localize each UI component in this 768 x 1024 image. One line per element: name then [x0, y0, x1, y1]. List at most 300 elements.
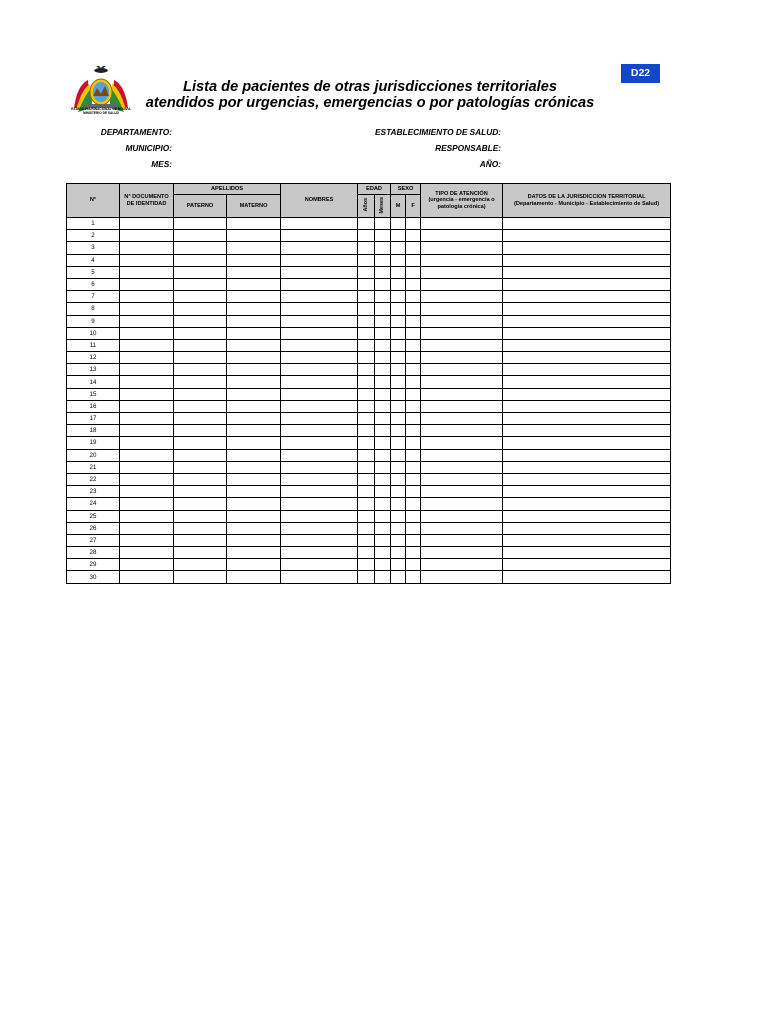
table-cell[interactable]: [421, 534, 503, 546]
table-cell[interactable]: [174, 461, 227, 473]
table-cell[interactable]: [281, 498, 358, 510]
table-cell[interactable]: [174, 339, 227, 351]
table-cell[interactable]: [391, 254, 406, 266]
table-cell[interactable]: [227, 315, 281, 327]
table-cell[interactable]: [391, 278, 406, 290]
table-cell[interactable]: [358, 547, 375, 559]
table-cell[interactable]: [375, 461, 391, 473]
table-cell[interactable]: [421, 449, 503, 461]
table-cell[interactable]: [421, 327, 503, 339]
table-cell[interactable]: [421, 547, 503, 559]
table-cell[interactable]: [406, 352, 421, 364]
table-cell[interactable]: [391, 498, 406, 510]
table-cell[interactable]: [375, 498, 391, 510]
table-cell[interactable]: [421, 376, 503, 388]
table-cell[interactable]: [281, 449, 358, 461]
table-cell[interactable]: [375, 278, 391, 290]
table-cell[interactable]: [503, 315, 671, 327]
table-cell[interactable]: [281, 352, 358, 364]
table-cell[interactable]: [421, 339, 503, 351]
table-cell[interactable]: [358, 571, 375, 583]
table-cell[interactable]: [281, 534, 358, 546]
table-cell[interactable]: [391, 364, 406, 376]
table-cell[interactable]: [227, 413, 281, 425]
table-cell[interactable]: [421, 437, 503, 449]
table-cell[interactable]: [503, 547, 671, 559]
table-cell[interactable]: [174, 413, 227, 425]
table-cell[interactable]: [421, 218, 503, 230]
table-cell[interactable]: [406, 315, 421, 327]
table-cell[interactable]: [358, 339, 375, 351]
table-cell[interactable]: [503, 242, 671, 254]
table-cell[interactable]: [120, 376, 174, 388]
table-cell[interactable]: [358, 413, 375, 425]
table-cell[interactable]: [120, 291, 174, 303]
table-cell[interactable]: [227, 547, 281, 559]
table-cell[interactable]: [227, 461, 281, 473]
table-cell[interactable]: [406, 266, 421, 278]
table-cell[interactable]: [391, 388, 406, 400]
table-cell[interactable]: [503, 498, 671, 510]
table-cell[interactable]: [375, 534, 391, 546]
table-cell[interactable]: [227, 327, 281, 339]
table-cell[interactable]: [281, 461, 358, 473]
table-cell[interactable]: [421, 498, 503, 510]
table-cell[interactable]: [227, 266, 281, 278]
table-cell[interactable]: [406, 522, 421, 534]
table-cell[interactable]: [120, 449, 174, 461]
table-cell[interactable]: [406, 339, 421, 351]
table-cell[interactable]: [503, 534, 671, 546]
table-cell[interactable]: [227, 437, 281, 449]
table-cell[interactable]: [406, 400, 421, 412]
table-cell[interactable]: [503, 473, 671, 485]
table-cell[interactable]: [391, 376, 406, 388]
table-cell[interactable]: [174, 559, 227, 571]
table-cell[interactable]: [375, 547, 391, 559]
table-cell[interactable]: [375, 242, 391, 254]
table-cell[interactable]: [174, 315, 227, 327]
table-cell[interactable]: [503, 571, 671, 583]
table-cell[interactable]: [227, 230, 281, 242]
table-cell[interactable]: [375, 327, 391, 339]
table-cell[interactable]: [358, 315, 375, 327]
table-cell[interactable]: [503, 400, 671, 412]
table-cell[interactable]: [227, 522, 281, 534]
table-cell[interactable]: [375, 510, 391, 522]
table-cell[interactable]: [503, 364, 671, 376]
table-cell[interactable]: [174, 230, 227, 242]
table-cell[interactable]: [174, 278, 227, 290]
table-cell[interactable]: [358, 254, 375, 266]
table-cell[interactable]: [281, 486, 358, 498]
table-cell[interactable]: [421, 473, 503, 485]
table-cell[interactable]: [406, 498, 421, 510]
table-cell[interactable]: [281, 547, 358, 559]
table-cell[interactable]: [174, 242, 227, 254]
table-cell[interactable]: [227, 510, 281, 522]
table-cell[interactable]: [174, 498, 227, 510]
table-cell[interactable]: [391, 473, 406, 485]
table-cell[interactable]: [503, 291, 671, 303]
table-cell[interactable]: [281, 473, 358, 485]
table-cell[interactable]: [227, 449, 281, 461]
table-cell[interactable]: [120, 352, 174, 364]
table-cell[interactable]: [406, 449, 421, 461]
table-cell[interactable]: [227, 534, 281, 546]
table-cell[interactable]: [120, 242, 174, 254]
table-cell[interactable]: [281, 571, 358, 583]
table-cell[interactable]: [174, 400, 227, 412]
table-cell[interactable]: [174, 571, 227, 583]
table-cell[interactable]: [375, 522, 391, 534]
table-cell[interactable]: [174, 425, 227, 437]
table-cell[interactable]: [120, 534, 174, 546]
table-cell[interactable]: [358, 534, 375, 546]
table-cell[interactable]: [503, 425, 671, 437]
table-cell[interactable]: [358, 327, 375, 339]
table-cell[interactable]: [375, 400, 391, 412]
table-cell[interactable]: [358, 559, 375, 571]
table-cell[interactable]: [120, 315, 174, 327]
table-cell[interactable]: [281, 254, 358, 266]
table-cell[interactable]: [391, 400, 406, 412]
table-cell[interactable]: [281, 278, 358, 290]
table-cell[interactable]: [391, 522, 406, 534]
table-cell[interactable]: [391, 461, 406, 473]
table-cell[interactable]: [120, 510, 174, 522]
table-cell[interactable]: [227, 498, 281, 510]
table-cell[interactable]: [391, 218, 406, 230]
table-cell[interactable]: [406, 413, 421, 425]
table-cell[interactable]: [503, 522, 671, 534]
table-cell[interactable]: [358, 461, 375, 473]
table-cell[interactable]: [120, 571, 174, 583]
table-cell[interactable]: [174, 388, 227, 400]
table-cell[interactable]: [281, 339, 358, 351]
table-cell[interactable]: [421, 291, 503, 303]
table-cell[interactable]: [120, 339, 174, 351]
table-cell[interactable]: [227, 400, 281, 412]
table-cell[interactable]: [421, 388, 503, 400]
table-cell[interactable]: [406, 547, 421, 559]
table-cell[interactable]: [358, 498, 375, 510]
table-cell[interactable]: [227, 486, 281, 498]
table-cell[interactable]: [391, 339, 406, 351]
table-cell[interactable]: [120, 461, 174, 473]
table-cell[interactable]: [503, 461, 671, 473]
table-cell[interactable]: [358, 486, 375, 498]
table-cell[interactable]: [421, 278, 503, 290]
table-cell[interactable]: [281, 327, 358, 339]
table-cell[interactable]: [358, 218, 375, 230]
table-cell[interactable]: [174, 376, 227, 388]
table-cell[interactable]: [421, 461, 503, 473]
table-cell[interactable]: [227, 571, 281, 583]
table-cell[interactable]: [406, 327, 421, 339]
table-cell[interactable]: [120, 413, 174, 425]
table-cell[interactable]: [391, 437, 406, 449]
table-cell[interactable]: [406, 254, 421, 266]
table-cell[interactable]: [375, 571, 391, 583]
table-cell[interactable]: [358, 303, 375, 315]
table-cell[interactable]: [358, 425, 375, 437]
table-cell[interactable]: [227, 291, 281, 303]
table-cell[interactable]: [391, 425, 406, 437]
table-cell[interactable]: [281, 315, 358, 327]
table-cell[interactable]: [281, 242, 358, 254]
table-cell[interactable]: [406, 388, 421, 400]
table-cell[interactable]: [227, 278, 281, 290]
table-cell[interactable]: [375, 352, 391, 364]
table-cell[interactable]: [120, 547, 174, 559]
table-cell[interactable]: [120, 437, 174, 449]
table-cell[interactable]: [375, 449, 391, 461]
table-cell[interactable]: [406, 218, 421, 230]
table-cell[interactable]: [174, 473, 227, 485]
table-cell[interactable]: [406, 425, 421, 437]
table-cell[interactable]: [358, 400, 375, 412]
table-cell[interactable]: [281, 364, 358, 376]
table-cell[interactable]: [375, 254, 391, 266]
table-cell[interactable]: [227, 242, 281, 254]
table-cell[interactable]: [358, 473, 375, 485]
table-cell[interactable]: [174, 449, 227, 461]
table-cell[interactable]: [406, 461, 421, 473]
table-cell[interactable]: [174, 303, 227, 315]
table-cell[interactable]: [358, 364, 375, 376]
table-cell[interactable]: [503, 449, 671, 461]
table-cell[interactable]: [227, 303, 281, 315]
table-cell[interactable]: [503, 352, 671, 364]
table-cell[interactable]: [421, 242, 503, 254]
table-cell[interactable]: [391, 352, 406, 364]
table-cell[interactable]: [406, 486, 421, 498]
table-cell[interactable]: [503, 254, 671, 266]
table-cell[interactable]: [281, 522, 358, 534]
table-cell[interactable]: [406, 376, 421, 388]
table-cell[interactable]: [227, 425, 281, 437]
table-cell[interactable]: [174, 291, 227, 303]
table-cell[interactable]: [358, 291, 375, 303]
table-cell[interactable]: [120, 388, 174, 400]
table-cell[interactable]: [391, 547, 406, 559]
table-cell[interactable]: [391, 327, 406, 339]
table-cell[interactable]: [358, 522, 375, 534]
table-cell[interactable]: [421, 315, 503, 327]
table-cell[interactable]: [503, 388, 671, 400]
table-cell[interactable]: [375, 218, 391, 230]
table-cell[interactable]: [227, 254, 281, 266]
table-cell[interactable]: [358, 352, 375, 364]
table-cell[interactable]: [503, 376, 671, 388]
table-cell[interactable]: [375, 266, 391, 278]
table-cell[interactable]: [421, 522, 503, 534]
table-cell[interactable]: [174, 522, 227, 534]
table-cell[interactable]: [358, 242, 375, 254]
table-cell[interactable]: [281, 218, 358, 230]
table-cell[interactable]: [120, 486, 174, 498]
table-cell[interactable]: [391, 266, 406, 278]
table-cell[interactable]: [375, 315, 391, 327]
table-cell[interactable]: [281, 559, 358, 571]
table-cell[interactable]: [421, 571, 503, 583]
table-cell[interactable]: [120, 425, 174, 437]
table-cell[interactable]: [174, 327, 227, 339]
table-cell[interactable]: [391, 230, 406, 242]
table-cell[interactable]: [358, 437, 375, 449]
table-cell[interactable]: [227, 559, 281, 571]
table-cell[interactable]: [421, 486, 503, 498]
table-cell[interactable]: [503, 266, 671, 278]
table-cell[interactable]: [406, 364, 421, 376]
table-cell[interactable]: [406, 534, 421, 546]
table-cell[interactable]: [503, 559, 671, 571]
table-cell[interactable]: [406, 291, 421, 303]
table-cell[interactable]: [421, 266, 503, 278]
table-cell[interactable]: [227, 364, 281, 376]
table-cell[interactable]: [406, 242, 421, 254]
table-cell[interactable]: [120, 522, 174, 534]
table-cell[interactable]: [421, 364, 503, 376]
table-cell[interactable]: [375, 413, 391, 425]
table-cell[interactable]: [120, 559, 174, 571]
table-cell[interactable]: [120, 364, 174, 376]
table-cell[interactable]: [391, 534, 406, 546]
table-cell[interactable]: [358, 376, 375, 388]
table-cell[interactable]: [174, 364, 227, 376]
table-cell[interactable]: [503, 339, 671, 351]
table-cell[interactable]: [503, 327, 671, 339]
table-cell[interactable]: [421, 230, 503, 242]
table-cell[interactable]: [406, 437, 421, 449]
table-cell[interactable]: [391, 242, 406, 254]
table-cell[interactable]: [358, 230, 375, 242]
table-cell[interactable]: [358, 278, 375, 290]
table-cell[interactable]: [503, 278, 671, 290]
table-cell[interactable]: [281, 388, 358, 400]
table-cell[interactable]: [227, 473, 281, 485]
table-cell[interactable]: [421, 303, 503, 315]
table-cell[interactable]: [281, 376, 358, 388]
table-cell[interactable]: [421, 400, 503, 412]
table-cell[interactable]: [174, 266, 227, 278]
table-cell[interactable]: [406, 473, 421, 485]
table-cell[interactable]: [375, 437, 391, 449]
table-cell[interactable]: [503, 230, 671, 242]
table-cell[interactable]: [375, 364, 391, 376]
table-cell[interactable]: [120, 254, 174, 266]
table-cell[interactable]: [375, 425, 391, 437]
table-cell[interactable]: [375, 303, 391, 315]
table-cell[interactable]: [281, 510, 358, 522]
table-cell[interactable]: [375, 486, 391, 498]
table-cell[interactable]: [421, 413, 503, 425]
table-cell[interactable]: [503, 510, 671, 522]
table-cell[interactable]: [421, 254, 503, 266]
table-cell[interactable]: [391, 486, 406, 498]
table-cell[interactable]: [391, 413, 406, 425]
table-cell[interactable]: [174, 218, 227, 230]
table-cell[interactable]: [281, 303, 358, 315]
table-cell[interactable]: [281, 291, 358, 303]
table-cell[interactable]: [391, 303, 406, 315]
table-cell[interactable]: [421, 425, 503, 437]
table-cell[interactable]: [375, 376, 391, 388]
table-cell[interactable]: [375, 473, 391, 485]
table-cell[interactable]: [281, 230, 358, 242]
table-cell[interactable]: [174, 352, 227, 364]
table-cell[interactable]: [120, 278, 174, 290]
table-cell[interactable]: [120, 498, 174, 510]
table-cell[interactable]: [358, 388, 375, 400]
table-cell[interactable]: [391, 291, 406, 303]
table-cell[interactable]: [174, 510, 227, 522]
table-cell[interactable]: [503, 413, 671, 425]
table-cell[interactable]: [120, 230, 174, 242]
table-cell[interactable]: [174, 534, 227, 546]
table-cell[interactable]: [227, 218, 281, 230]
table-cell[interactable]: [281, 266, 358, 278]
table-cell[interactable]: [281, 400, 358, 412]
table-cell[interactable]: [227, 352, 281, 364]
table-cell[interactable]: [391, 449, 406, 461]
table-cell[interactable]: [375, 230, 391, 242]
table-cell[interactable]: [421, 352, 503, 364]
table-cell[interactable]: [120, 218, 174, 230]
table-cell[interactable]: [421, 559, 503, 571]
table-cell[interactable]: [358, 266, 375, 278]
table-cell[interactable]: [358, 510, 375, 522]
table-cell[interactable]: [375, 388, 391, 400]
table-cell[interactable]: [358, 449, 375, 461]
table-cell[interactable]: [391, 315, 406, 327]
table-cell[interactable]: [375, 559, 391, 571]
table-cell[interactable]: [120, 400, 174, 412]
table-cell[interactable]: [406, 559, 421, 571]
table-cell[interactable]: [120, 266, 174, 278]
table-cell[interactable]: [391, 571, 406, 583]
table-cell[interactable]: [174, 547, 227, 559]
table-cell[interactable]: [503, 218, 671, 230]
table-cell[interactable]: [174, 254, 227, 266]
table-cell[interactable]: [281, 425, 358, 437]
table-cell[interactable]: [406, 510, 421, 522]
table-cell[interactable]: [281, 413, 358, 425]
table-cell[interactable]: [503, 437, 671, 449]
table-cell[interactable]: [227, 339, 281, 351]
table-cell[interactable]: [174, 486, 227, 498]
table-cell[interactable]: [227, 388, 281, 400]
table-cell[interactable]: [503, 486, 671, 498]
table-cell[interactable]: [120, 303, 174, 315]
table-cell[interactable]: [406, 571, 421, 583]
table-cell[interactable]: [406, 230, 421, 242]
table-cell[interactable]: [421, 510, 503, 522]
table-cell[interactable]: [503, 303, 671, 315]
table-cell[interactable]: [406, 303, 421, 315]
table-cell[interactable]: [174, 437, 227, 449]
table-cell[interactable]: [281, 437, 358, 449]
table-cell[interactable]: [120, 473, 174, 485]
table-cell[interactable]: [375, 339, 391, 351]
table-cell[interactable]: [227, 376, 281, 388]
table-cell[interactable]: [391, 559, 406, 571]
table-cell[interactable]: [120, 327, 174, 339]
table-cell[interactable]: [375, 291, 391, 303]
table-cell[interactable]: [391, 510, 406, 522]
table-cell[interactable]: [406, 278, 421, 290]
